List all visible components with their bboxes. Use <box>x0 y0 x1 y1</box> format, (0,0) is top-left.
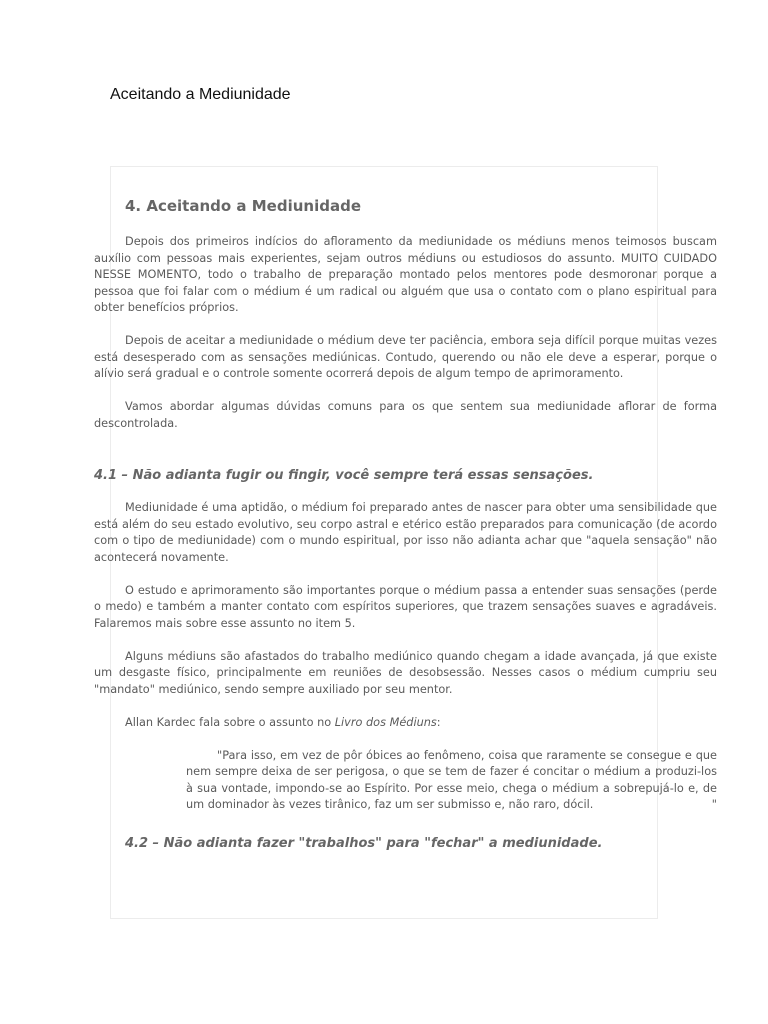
subsection-1-paragraph-3: Alguns médiuns são afastados do trabalho mediúnico quando chegam a idade avançada, já que existe um desgaste físico, principalmente em reuniões de desobsessão. Nesses casos o médium cumpriu seu "mandato" mediúnico, sendo sempre auxiliado por seu mentor. <box>94 649 717 696</box>
section-paragraph-2: Depois de aceitar a mediunidade o médium deve ter paciência, embora seja difícil porque muitas vezes está desesperado com as sensações mediúnicas. Contudo, querendo ou não ele deve a esperar, porque o alívio será gradual e o controle somente ocorrerá depois de algum tempo de aprimoramento. <box>94 334 717 380</box>
citation-book-title: Livro dos Médiuns <box>334 715 437 729</box>
subsection-1-title: 4.1 – Não adianta fugir ou fingir, você sempre terá essas sensações. <box>94 468 594 483</box>
section-paragraph-1: Depois dos primeiros indícios do afloramento da mediunidade os médiuns menos teimosos buscam auxílio com pessoas mais experientes, sejam outros médiuns ou estudiosos do assunto. MUITO CUIDADO NESSE MOMENTO, todo o trabalho de preparação montado pelos mentores pode desmoronar porque a pessoa que foi falar com o médium é um radical ou alguém que usa o contato com o plano espiritual para obter benefícios próprios. <box>94 235 717 314</box>
citation-intro <box>94 715 717 732</box>
citation-colon: : <box>436 715 441 729</box>
document-body <box>94 195 717 854</box>
subsection-1-paragraph-1: Mediunidade é uma aptidão, o médium foi preparado antes de nascer para obter uma sensibilidade que está além do seu estado evolutivo, seu corpo astral e etérico estão preparados para comunicação (de acordo com o tipo de mediunidade) com o mundo espiritual, por isso não adianta achar que "aquela sensação" não acontecerá novamente. <box>94 501 717 564</box>
kardec-quote <box>186 748 717 814</box>
subsection-2-title: 4.2 – Não adianta fazer "trabalhos" para "fechar" a mediunidade. <box>125 835 603 851</box>
kardec-quote-text: "Para isso, em vez de pôr óbices ao fenômeno, coisa que raramente se consegue e que nem sempre deixa de ser perigosa, o que se tem de fazer é concitar o médium a produzi-los à sua vontade, impondo-se ao Espírito. Por esse meio, chega o médium a sobrepujá-lo e, de um dominador às vezes tirânico, faz um ser submisso e, não raro, dócil. <box>186 748 717 811</box>
document-title: Aceitando a Mediunidade <box>110 86 291 103</box>
quote-close-mark: " <box>711 798 717 811</box>
section-paragraph-3: Vamos abordar algumas dúvidas comuns para os que sentem sua mediunidade aflorar de forma descontrolada. <box>94 400 717 430</box>
section-title: 4. Aceitando a Mediunidade <box>125 197 362 215</box>
citation-intro-text: Allan Kardec fala sobre o assunto no <box>125 715 335 729</box>
subsection-1-paragraph-2: O estudo e aprimoramento são importantes porque o médium passa a entender suas sensações (perde o medo) e também a manter contato com espíritos superiores, que trazem sensações suaves e agradáveis. Falaremos mais sobre esse assunto no item 5. <box>94 583 717 630</box>
